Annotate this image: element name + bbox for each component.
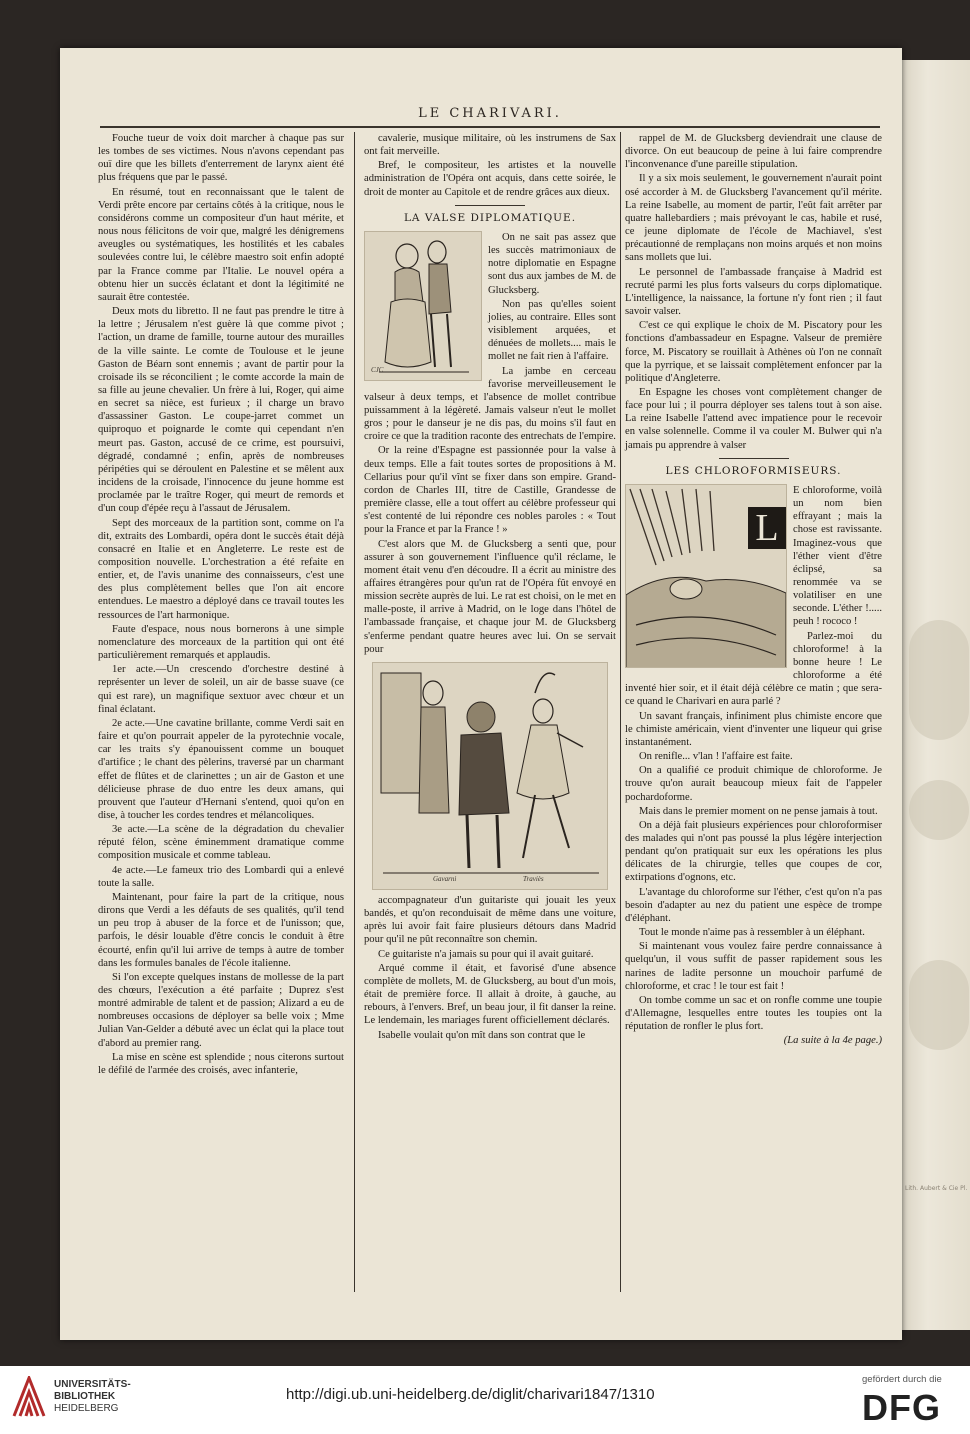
paragraph: La jambe en cerceau favorise merveilleusement le valseur à deux temps, et l'absence de mollet contribue puissamment à la légèreté. Jamais valseur n'eut le mollet gros ; pour le danseur je ne dis pas, du moins s'il faut en croire ce que la tradition raconte des entrechats de l'empire. xyxy=(364,365,616,443)
paragraph: Un savant français, infiniment plus chimiste encore que le chimiste américain, vient d'inventer une liqueur qui grise instantanément. xyxy=(625,710,882,748)
section-divider xyxy=(719,458,789,459)
masthead-title: LE CHARIVARI. xyxy=(418,106,562,121)
illustration-signature-right: Traviès xyxy=(523,874,544,883)
newspaper-page xyxy=(60,48,902,1340)
adjacent-page-edge xyxy=(896,60,970,1330)
paragraph: Or la reine d'Espagne est passionnée pour la valse à deux temps. Elle a fait toutes sortes de propositions à M. Cellarius pour qu'il vînt se fixer dans son empire. Grand-cordon de Charles III, titre de Castille, Grandesse de première classe, elle a tout offert au célèbre professeur qui s'est contenté de lui répondre ces nobles paroles : « Tout pour la France et par la France ! » xyxy=(364,445,616,536)
column-rule xyxy=(620,132,621,1292)
paragraph: Isabelle voulait qu'on mît dans son contrat que le xyxy=(378,1029,586,1041)
paragraph: Deux mots du libretto. Il ne faut pas prendre le titre à la lettre ; Jérusalem n'est guère là que comme pivot ; l'action, un drame de famille, tourne autour des murailles de la ville sainte. Le comte de Toulouse et le jeune Gaston de Béarn sont ennemis ; avant de partir pour la croisade ils se réconcilient ; le comte accorde la main de sa fille au jeune chevalier. Un frère à lui, Roger, qui aime en secret sa nièce, est furieux ; il charge un bravo d'assassiner Gaston. Le coupe-jarret commet un quiproquo et poignarde le comte qui cependant n'en meurt pas. Gaston, accusé de ce crime, est poursuivi, dégradé, condamné ; enfin, après de nombreuses péripéties qui se déroulent en Palestine et se mêlent aux incidens de la croisade, l'innocence du jeune homme est proclamée par le traître Roger, qui meurt de remords et d'un coup d'épée reçu à l'assaut de Jérusalem. xyxy=(98,306,344,515)
library-name[interactable]: UNIVERSITÄTS- BIBLIOTHEK HEIDELBERG xyxy=(54,1379,131,1414)
drop-cap: L xyxy=(748,507,786,549)
lithographer-credit: Lith. Aubert & Cie Pl. xyxy=(905,1185,968,1192)
column-rule xyxy=(354,132,355,1292)
paragraph: Sept des morceaux de la partition sont, comme on l'a dit, extraits des Lombardi, opéra dont le succès était déjà consacré en Italie et en Angleterre. Le reste est de composition nouvelle. L'orchestration a été refaite en entier, et, de l'avis unanime des connaisseurs, c'est une des plus complètement belles que l'on ait encore entendues. Le maestro a déployé dans ce travail toutes les ressources de l'art harmonique. xyxy=(98,517,344,621)
paragraph: On tombe comme un sac et on ronfle comme une toupie d'Allemagne, lesquelles entre toutes les toupies ont la réputation de ronfler le plus fort. xyxy=(625,994,882,1033)
paragraph: accompagnateur d'un guitariste qui jouait les yeux bandés, et qu'on reconduisait de même dans une voiture, après lui avoir fait faire plusieurs détours dans Madrid pour qu'il ne pût reconnaître son chemin. xyxy=(364,894,616,946)
paragraph: Si maintenant vous voulez faire perdre connaissance à quelqu'un, il vous suffit de passer rapidement sous les narines de ladite personne un mouchoir parfumé de chloroforme, et crac ! le tour est fait ! xyxy=(625,941,882,992)
paragraph: rappel de M. de Glucksberg deviendrait une clause de divorce. On eut beaucoup de peine à lui faire comprendre l'inconvenance d'une pareille stipulation. xyxy=(625,133,882,171)
paragraph: En Espagne les choses vont complètement changer de face pour lui ; il pourra déployer ses talens tout à son aise. La reine Isabelle l'attend avec impatience pour le recevoir en valse solennelle. Comme il va couler M. Bulwer qui n'a jamais pu apprendre à valser xyxy=(625,386,882,451)
paragraph: On renifle... v'lan ! l'affaire est faite. xyxy=(639,751,793,763)
paragraph: Arqué comme il était, et favorisé d'une absence complète de mollets, M. de Glucksberg, au bout d'un mois, était de première force. Il allait à droite, à gauche, au rebours, à l'envers. Bref, un beau jour, il fit danser la reine. Le lendemain, les mariages furent officiellement déclarés. xyxy=(364,962,616,1027)
paragraph: 2e acte.—Une cavatine brillante, comme Verdi sait en faire et qu'on pourrait appeler de la pyrotechnie vocale, car les traits s'y épanouissent comme un bouquet d'artifice ; le chant des pèlerins, traversé par un charmant effet de flûtes et de clarinettes ; un air de Gaston et une délicieuse phrase de duo entre les deux amans, qui prouvent que l'auteur d'Hernani s'entend, quoi qu'on en dise, à toucher les cordes tendres et mélancoliques. xyxy=(98,717,344,821)
paragraph: C'est alors que M. de Glucksberg a senti que, pour assurer à son gouvernement l'influence qu'il réclame, le moment était venu d'en découdre. Il a écrit au ministre des affaires étrangères pour qu'un rat de l'Opéra fût envoyé en mission secrète auprès de lui. Le rat est choisi, on le met en malle-poste, il arrive à Madrid, on le loge dans l'hôtel de l'ambassade française, et chaque jour M. de Glucksberg s'enferme pendant quatre heures avec lui. On se servait pour xyxy=(364,538,616,655)
paragraph: On ne sait pas assez que les succès matrimoniaux de notre diplomatie en Espagne sont dus aux jambes de M. de Glucksberg. xyxy=(488,231,616,296)
paragraph: Maintenant, pour faire la part de la critique, nous dirons que Verdi a les défauts de ses qualités, qu'il tend un peu trop à abuser de la force et de l'unisson; que, parfois, le désir louable d'être concis le conduit à être écourté, enfin qu'il lui arrive de temps à autre de tomber dans les formules banales de l'école italienne. xyxy=(98,891,344,969)
paragraph: Bref, le compositeur, les artistes et la nouvelle administration de l'Opéra ont acquis, dans cette soirée, le droit de monter au Capitole et de rendre grâces aux dieux. xyxy=(364,160,616,198)
column-3 xyxy=(625,132,882,1048)
illustration-signature-left: Gavarni xyxy=(433,874,457,883)
paragraph: Il y a six mois seulement, le gouvernement n'aurait point osé accorder à M. de Glucksberg l'avancement qu'il mérite. La reine Isabelle, au moment de partir, l'eût fait arrêter par quatre hallebardiers ; mais prévoyant le cas, habile et rusé, ce jeune diplomate de l'école de Machiavel, s'est précautionné de remplaçans non moins arqués et non moins sans mollets que lui. xyxy=(625,173,882,264)
column-2 xyxy=(364,132,616,1043)
paragraph: 3e acte.—La scène de la dégradation du chevalier réputé félon, scène éminemment dramatique comme composition musicale et comme tableau. xyxy=(98,824,344,862)
paragraph: Mais dans le premier moment on ne pense jamais à tout. xyxy=(639,805,878,817)
viewer-footer xyxy=(0,1366,970,1434)
paragraph: La mise en scène est splendide ; nous citerons surtout le défilé de l'armée des croisés, avec infanterie, xyxy=(98,1051,344,1076)
paragraph: C'est ce qui explique le choix de M. Piscatory pour les fonctions d'ambassadeur en Espagne. Valseur de première force, M. Piscatory se rouillait à Athènes où l'on ne connaît que la pyrrique, et se laissait complètement enfoncer par la politique d'Angleterre. xyxy=(625,320,882,384)
illustration-sleeping-figure xyxy=(625,484,787,668)
section-title-valse: LA VALSE DIPLOMATIQUE. xyxy=(403,211,577,224)
paragraph: Non pas qu'elles soient jolies, au contraire. Elles sont visiblement arquées, et dénuées de mollets.... mais le mollet ne fait rien à l'affaire. xyxy=(488,298,616,363)
section-title-chloroformiseurs: LES CHLOROFORMISEURS. xyxy=(665,464,842,477)
paragraph: 1er acte.—Un crescendo d'orchestre destiné à représenter un lever de soleil, un air de basse suave (ce qui est rare), un magnifique sextuor avec chœur et un final éclatant. xyxy=(98,664,344,715)
paragraph: Le personnel de l'ambassade française à Madrid est recruté parmi les plus forts valseurs du corps diplomatique. L'intelligence, la naissance, la fortune n'y font rien ; il faut savoir valser. xyxy=(625,266,882,318)
illustration-signature: CJC xyxy=(371,365,384,374)
paragraph: On a qualifié ce produit chimique de chloroforme. Je trouve qu'on aurait beaucoup mieux fait de l'appeler pochardoforme. xyxy=(625,765,882,803)
paragraph: 4e acte.—Le fameux trio des Lombardi qui a enlevé toute la salle. xyxy=(98,864,344,889)
illustration-couple-dancing xyxy=(364,231,482,381)
permalink-url[interactable]: http://digi.ub.uni-heidelberg.de/diglit/charivari1847/1310 xyxy=(286,1386,655,1403)
paragraph: Faute d'espace, nous nous bornerons à une simple nomenclature des morceaux de la partition qui ont été particulièrement remarqués et applaudis. xyxy=(98,623,344,662)
continuation-note: (La suite à la 4e page.) xyxy=(783,1035,882,1047)
section-divider xyxy=(455,205,525,206)
column-1 xyxy=(98,132,344,1078)
university-library-logo-icon[interactable] xyxy=(12,1376,46,1418)
paragraph: En résumé, tout en reconnaissant que le talent de Verdi prête encore par certains côtés à la critique, nous le considérons comme un compositeur d'un haut mérite, et nous nous félicitons de voir que, malgré les dénigremens aveugles ou systématiques, les hostilités et les cabales soulevées contre lui, le célèbre maestro soit enfin adopté par la France comme par l'Italie. Le nouvel opéra a obtenu hier un succès éclatant et dont la légitimité ne saurait être contestée. xyxy=(98,186,344,303)
funding-note: gefördert durch die xyxy=(862,1374,942,1385)
paragraph: Si l'on excepte quelques instans de mollesse de la part des chœurs, l'exécution a été parfaite ; Duprez s'est montré admirable de talent et de passion; Alizard a eu de nombreuses occasions de déployer sa belle voix ; Mme Julian Van-Gelder a débuté avec un éclat qui la place tout d'abord au premier rang. xyxy=(98,971,344,1049)
illustration-dancer-and-men xyxy=(372,662,608,890)
paragraph: cavalerie, musique militaire, où les instrumens de Sax ont fait merveille. xyxy=(364,133,616,158)
paragraph: Ce guitariste n'a jamais su pour qui il avait guitaré. xyxy=(378,948,594,960)
dfg-logo[interactable]: DFG xyxy=(862,1387,941,1428)
paragraph: L'avantage du chloroforme sur l'éther, c'est qu'on n'a pas besoin d'adapter au nez du patient une espèce de trompe d'éléphant. xyxy=(625,886,882,924)
paragraph: Parlez-moi du chloroforme! à la bonne heure ! Le chloroforme a été inventé hier soir, et il était déjà célèbre ce matin ; que sera-ce quand le Charivari en aura parlé ? xyxy=(625,630,882,708)
lead-paragraph: E chloroforme, voilà un nom bien effrayant ; mais la chose est ravissante. Imaginez-vous que l'éther vient d'être éclipsé, sa renommée va se volatiliser en une seconde. L'éther !..... peuh ! rococo ! xyxy=(793,484,882,628)
paragraph: Fouche tueur de voix doit marcher à chaque pas sur les tombes de ses victimes. Nous n'avons cependant pas ouï dire que les billets d'enterrement de larynx aient été plus fréquens que par le passé. xyxy=(98,133,344,184)
masthead xyxy=(100,100,880,128)
paragraph: On a déjà fait plusieurs expériences pour chloroformiser des malades qui n'ont pas poussé la plus légère interjection pendant qu'on pratiquait sur eux les opérations les plus délicates de la chirurgie, telles que coupes de cor, extirpations d'ognons, etc. xyxy=(625,819,882,884)
paragraph: Tout le monde n'aime pas à ressembler à un éléphant. xyxy=(639,927,865,939)
